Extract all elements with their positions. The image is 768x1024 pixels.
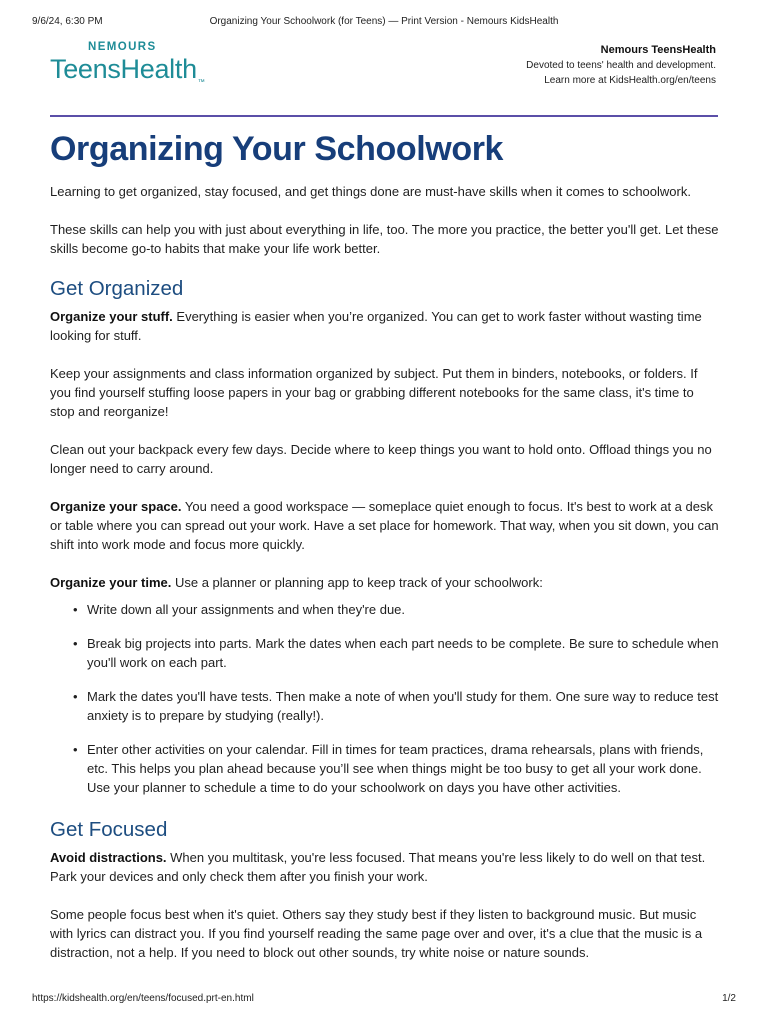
- list-item: [73, 634, 720, 672]
- article-body: [50, 126, 720, 962]
- bullet-icon: •: [73, 742, 78, 757]
- backpack-paragraph: Clean out your backpack every few days. Decide where to keep things you want to hold onto. Offload things you no longer need to carry around.: [50, 442, 712, 476]
- org-tagline: Devoted to teens' health and development.: [526, 60, 716, 71]
- bullet-icon: •: [73, 689, 78, 704]
- list-item-text: Write down all your assignments and when they're due.: [87, 602, 406, 617]
- bullet-icon: •: [73, 636, 78, 651]
- list-item: [73, 600, 720, 619]
- avoid-distractions-text: When you multitask, you're less focused. That means you're less likely to do well on that test. Park your devices and only check them after you finish your work.: [50, 850, 706, 884]
- org-name: Nemours TeensHealth: [600, 44, 716, 56]
- page-title: Organizing Your Schoolwork: [50, 130, 504, 168]
- list-item-text: Mark the dates you'll have tests. Then make a note of when you'll study for them. One sure way to reduce test anxiety is to prepare by studying (really!).: [87, 689, 719, 723]
- avoid-distractions-label: Avoid distractions.: [50, 850, 167, 865]
- print-page-number: 1/2: [722, 993, 736, 1004]
- section-heading-get-organized: Get Organized: [50, 277, 184, 300]
- organize-time-paragraph: [50, 573, 720, 592]
- assignments-paragraph: Keep your assignments and class information organized by subject. Put them in binders, notebooks, or folders. If you find yourself stuffing loose papers in your bag or grabbing different notebooks for the same class, it's time to stop and reorganize!: [50, 366, 698, 419]
- print-doc-title: Organizing Your Schoolwork (for Teens) — Print Version - Nemours KidsHealth: [209, 16, 559, 27]
- print-header: [32, 16, 736, 30]
- music-paragraph: Some people focus best when it's quiet. Others say they study best if they listen to background music. But music with lyrics can distract you. If you find yourself reading the same page over and over, it's a clue that the music is a distraction, not a help. If you need to block out other sounds, try white noise or nature sounds.: [50, 907, 703, 960]
- organize-space-label: Organize your space.: [50, 499, 182, 514]
- list-item: [73, 687, 720, 725]
- list-item-text: Break big projects into parts. Mark the dates when each part needs to be complete. Be sure to schedule when you'll work on each part.: [87, 636, 719, 670]
- planner-tips-list: [50, 600, 720, 797]
- logo-brand-name: [50, 54, 250, 84]
- print-datetime: 9/6/24, 6:30 PM: [32, 16, 103, 27]
- section-heading-get-focused: Get Focused: [50, 818, 168, 841]
- organize-space-paragraph: [50, 497, 720, 554]
- org-learn-more: Learn more at KidsHealth.org/en/teens: [544, 75, 716, 86]
- avoid-distractions-paragraph: [50, 848, 720, 886]
- logo-parent-name: NEMOURS: [88, 41, 157, 53]
- bullet-icon: •: [73, 602, 78, 617]
- organize-stuff-label: Organize your stuff.: [50, 309, 173, 324]
- intro-paragraph-2: These skills can help you with just about everything in life, too. The more you practice, the better you'll get. Let these skills become go-to habits that make your life work better.: [50, 222, 719, 256]
- header-divider: [50, 115, 718, 117]
- organize-stuff-paragraph: [50, 307, 720, 345]
- organize-space-text: You need a good workspace — someplace quiet enough to focus. It's best to work at a desk or table where you can spread out your work. Have a set place for homework. That way, when you sit down, you can shift into work mode and focus more quickly.: [50, 499, 719, 552]
- org-info: [526, 43, 716, 88]
- logo-brand-text: TeensHealth: [50, 54, 197, 84]
- organize-stuff-text: Everything is easier when you’re organized. You can get to work faster without wasting time looking for stuff.: [50, 309, 702, 343]
- print-footer: [32, 993, 736, 1007]
- teenshealth-logo[interactable]: [50, 40, 250, 84]
- trademark-mark: ™: [197, 79, 205, 86]
- print-page-url[interactable]: https://kidshealth.org/en/teens/focused.prt-en.html: [32, 993, 254, 1004]
- list-item-text: Enter other activities on your calendar. Fill in times for team practices, drama rehearsals, plans with friends, etc. This helps you plan ahead because you’ll see when things might be too busy to get all your work done. Use your planner to schedule a time to do your schoolwork on days you have other activities.: [87, 742, 704, 795]
- organize-time-label: Organize your time.: [50, 575, 172, 590]
- list-item: [73, 740, 720, 797]
- organize-time-text: Use a planner or planning app to keep track of your schoolwork:: [171, 575, 543, 590]
- intro-paragraph-1: Learning to get organized, stay focused, and get things done are must-have skills when it comes to schoolwork.: [50, 184, 691, 199]
